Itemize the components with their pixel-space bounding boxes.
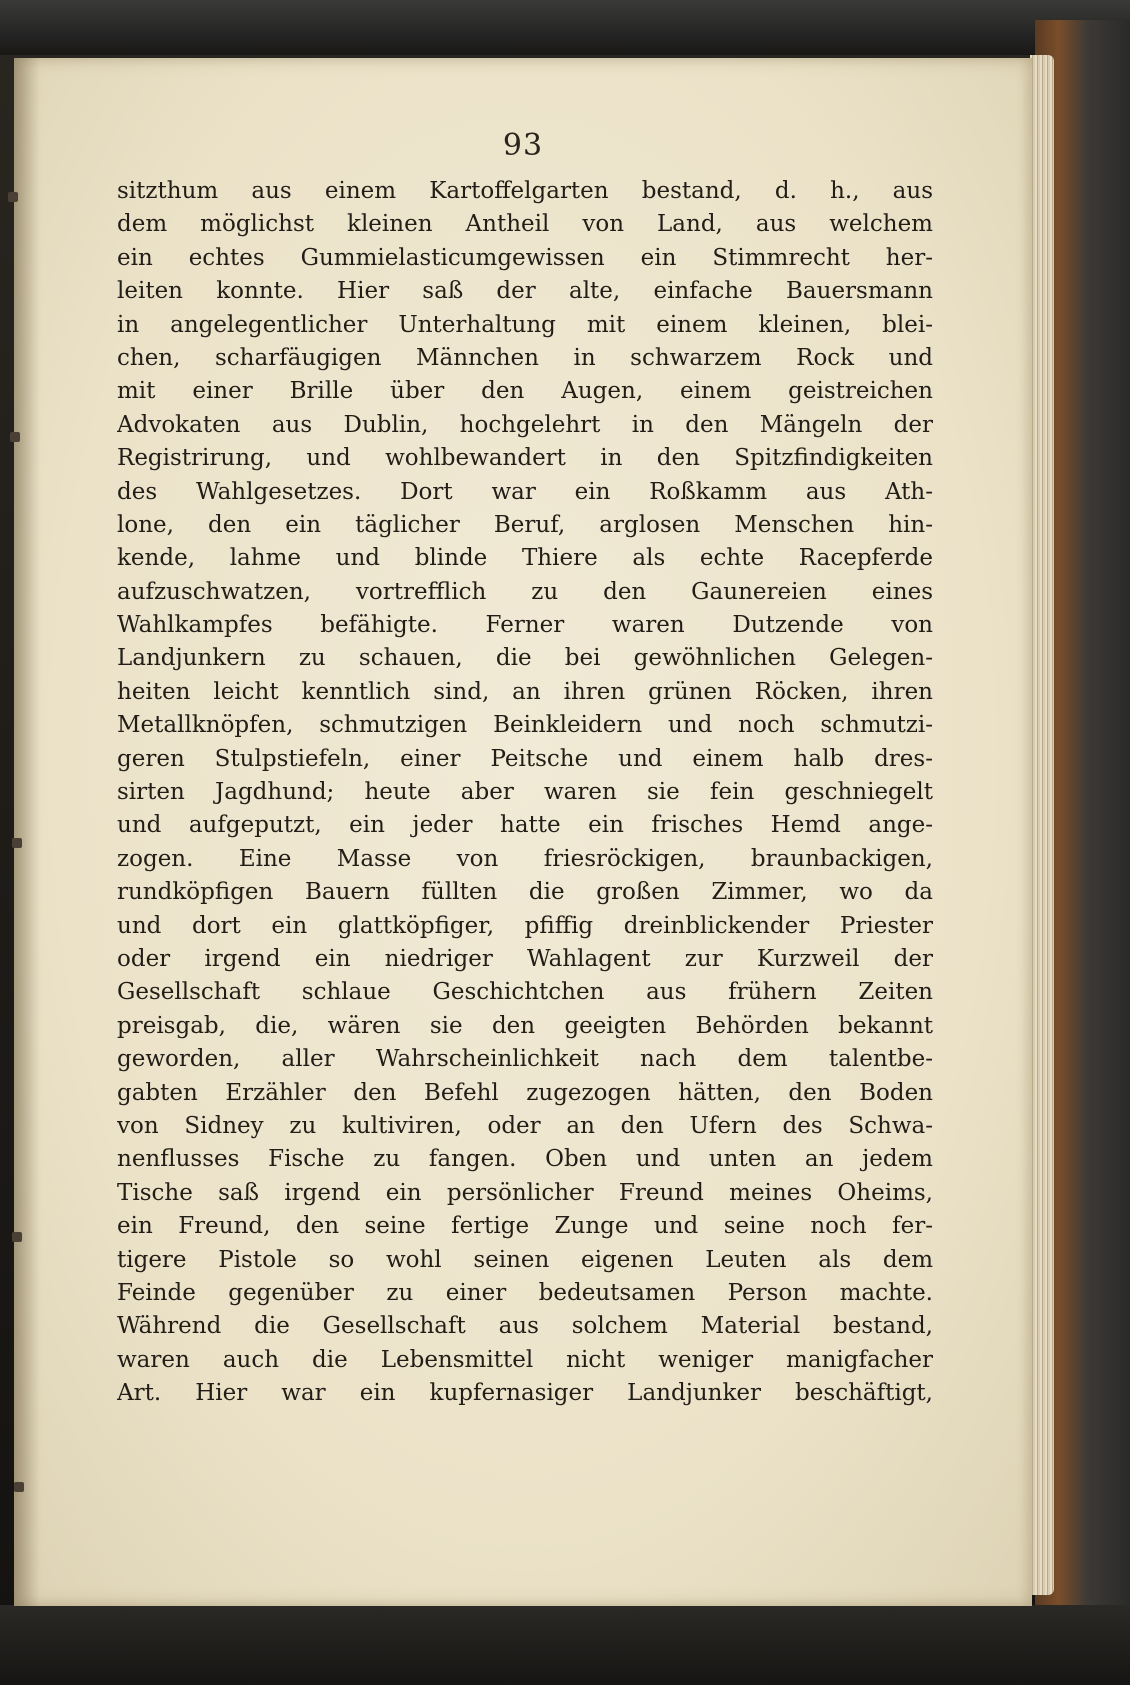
- margin-mark: [14, 1482, 24, 1492]
- text-line: in angelegentlicher Unterhaltung mit einem kleinen, blei-: [117, 311, 933, 338]
- book-cover-bottom: [0, 1605, 1130, 1685]
- margin-mark: [10, 432, 20, 442]
- text-line: und dort ein glattköpfiger, pfiffig dreinblickender Priester: [117, 912, 933, 939]
- text-line: Gesellschaft schlaue Geschichtchen aus frühern Zeiten: [117, 979, 933, 1006]
- text-line: Während die Gesellschaft aus solchem Material bestand,: [117, 1313, 933, 1340]
- text-line: ein Freund, den seine fertige Zunge und seine noch fer-: [117, 1213, 933, 1240]
- text-line: sirten Jagdhund; heute aber waren sie fein geschniegelt: [117, 779, 933, 806]
- text-line: geworden, aller Wahrscheinlichkeit nach dem talentbe-: [117, 1046, 933, 1073]
- text-line: Landjunkern zu schauen, die bei gewöhnlichen Gelegen-: [117, 645, 933, 672]
- page-stack-edges: [1030, 55, 1054, 1595]
- margin-mark: [12, 838, 22, 848]
- text-line: leiten konnte. Hier saß der alte, einfache Bauersmann: [117, 278, 933, 305]
- text-line: geren Stulpstiefeln, einer Peitsche und einem halb dres-: [117, 745, 933, 772]
- text-line: aufzuschwatzen, vortrefflich zu den Gaunereien eines: [117, 578, 933, 605]
- text-line: waren auch die Lebensmittel nicht weniger manigfacher: [117, 1346, 933, 1373]
- book-cover-top: [0, 0, 1130, 55]
- text-line: Tische saß irgend ein persönlicher Freund meines Oheims,: [117, 1179, 933, 1206]
- text-line: Registrirung, und wohlbewandert in den Spitzfindigkeiten: [117, 445, 933, 472]
- text-line: nenflusses Fische zu fangen. Oben und unten an jedem: [117, 1146, 933, 1173]
- text-line: gabten Erzähler den Befehl zugezogen hätten, den Boden: [117, 1079, 933, 1106]
- text-line: mit einer Brille über den Augen, einem geistreichen: [117, 378, 933, 405]
- text-line: dem möglichst kleinen Antheil von Land, aus welchem: [117, 211, 933, 238]
- text-line: und aufgeputzt, ein jeder hatte ein frisches Hemd ange-: [117, 812, 933, 839]
- text-line: oder irgend ein niedriger Wahlagent zur Kurzweil der: [117, 945, 933, 972]
- text-line: tigere Pistole so wohl seinen eigenen Leuten als dem: [117, 1246, 933, 1273]
- text-line: Art. Hier war ein kupfernasiger Landjunker beschäftigt,: [117, 1380, 933, 1407]
- text-line: chen, scharfäugigen Männchen in schwarzem Rock und: [117, 344, 933, 371]
- text-line: zogen. Eine Masse von friesröckigen, braunbackigen,: [117, 845, 933, 872]
- book-page: [14, 58, 1032, 1606]
- text-line: Feinde gegenüber zu einer bedeutsamen Person machte.: [117, 1279, 933, 1306]
- text-line: von Sidney zu kultiviren, oder an den Ufern des Schwa-: [117, 1112, 933, 1139]
- text-line: des Wahlgesetzes. Dort war ein Roßkamm aus Ath-: [117, 478, 933, 505]
- page-text: [117, 175, 933, 1410]
- text-line: heiten leicht kenntlich sind, an ihren grünen Röcken, ihren: [117, 678, 933, 705]
- text-line: Metallknöpfen, schmutzigen Beinkleidern und noch schmutzi-: [117, 712, 933, 739]
- text-line: Wahlkampfes befähigte. Ferner waren Dutzende von: [117, 612, 933, 639]
- text-line: preisgab, die, wären sie den geeigten Behörden bekannt: [117, 1012, 933, 1039]
- text-line: ein echtes Gummielasticumgewissen ein Stimmrecht her-: [117, 244, 933, 271]
- text-line: Advokaten aus Dublin, hochgelehrt in den Mängeln der: [117, 411, 933, 438]
- margin-mark: [8, 192, 18, 202]
- spine-shadow: [14, 58, 40, 1606]
- text-line: rundköpfigen Bauern füllten die großen Zimmer, wo da: [117, 879, 933, 906]
- margin-mark: [12, 1232, 22, 1242]
- text-line: sitzthum aus einem Kartoffelgarten bestand, d. h., aus: [117, 178, 933, 204]
- text-line: kende, lahme und blinde Thiere als echte Racepferde: [117, 545, 933, 572]
- page-number: 93: [502, 128, 544, 163]
- text-line: lone, den ein täglicher Beruf, arglosen Menschen hin-: [117, 511, 933, 538]
